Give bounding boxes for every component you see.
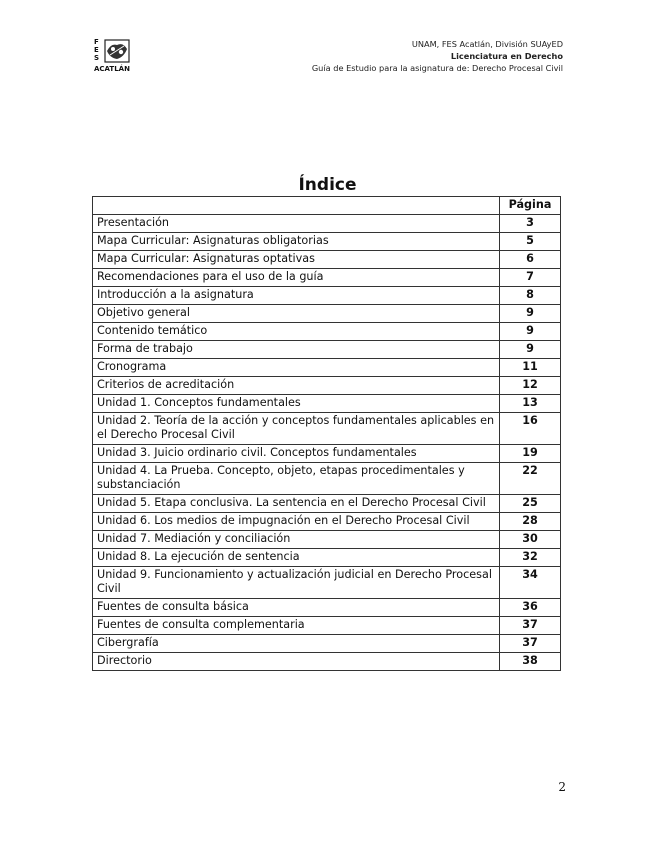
index-item: Unidad 7. Mediación y conciliación bbox=[93, 531, 500, 549]
table-row bbox=[93, 653, 561, 671]
index-page: 25 bbox=[500, 495, 561, 513]
index-item: Recomendaciones para el uso de la guía bbox=[93, 269, 500, 287]
index-item: Forma de trabajo bbox=[93, 341, 500, 359]
index-page: 9 bbox=[500, 305, 561, 323]
index-page: 7 bbox=[500, 269, 561, 287]
index-item: Unidad 8. La ejecución de sentencia bbox=[93, 549, 500, 567]
index-item: Unidad 2. Teoría de la acción y conceptos fundamentales aplicables en el Derecho Procesal Civil bbox=[93, 413, 500, 445]
header-program: Licenciatura en Derecho bbox=[450, 51, 563, 61]
index-item: Directorio bbox=[93, 653, 500, 671]
index-page: 38 bbox=[500, 653, 561, 671]
index-item: Fuentes de consulta complementaria bbox=[93, 617, 500, 635]
index-item: Presentación bbox=[93, 215, 500, 233]
index-item: Fuentes de consulta básica bbox=[93, 599, 500, 617]
index-page: 37 bbox=[500, 617, 561, 635]
index-item: Criterios de acreditación bbox=[93, 377, 500, 395]
table-row bbox=[93, 323, 561, 341]
table-row bbox=[93, 359, 561, 377]
index-item: Contenido temático bbox=[93, 323, 500, 341]
index-page: 6 bbox=[500, 251, 561, 269]
table-row bbox=[93, 395, 561, 413]
index-item: Mapa Curricular: Asignaturas obligatorias bbox=[93, 233, 500, 251]
index-page: 8 bbox=[500, 287, 561, 305]
logo-letters: F E S bbox=[94, 38, 100, 62]
table-row bbox=[93, 413, 561, 445]
table-row bbox=[93, 377, 561, 395]
index-item: Cronograma bbox=[93, 359, 500, 377]
table-header-blank bbox=[93, 197, 500, 215]
table-row bbox=[93, 635, 561, 653]
unam-emblem-icon bbox=[104, 39, 130, 63]
table-row bbox=[93, 269, 561, 287]
index-page: 37 bbox=[500, 635, 561, 653]
index-item: Unidad 1. Conceptos fundamentales bbox=[93, 395, 500, 413]
index-page: 9 bbox=[500, 323, 561, 341]
index-item: Introducción a la asignatura bbox=[93, 287, 500, 305]
table-row bbox=[93, 341, 561, 359]
index-page: 36 bbox=[500, 599, 561, 617]
table-row bbox=[93, 287, 561, 305]
index-page: 34 bbox=[500, 567, 561, 599]
index-item: Unidad 3. Juicio ordinario civil. Conceptos fundamentales bbox=[93, 445, 500, 463]
index-table bbox=[92, 196, 561, 671]
index-item: Mapa Curricular: Asignaturas optativas bbox=[93, 251, 500, 269]
fes-acatlan-logo bbox=[94, 38, 134, 76]
header-institution: UNAM, FES Acatlán, División SUAyED bbox=[411, 39, 563, 49]
logo-name: ACATLÁN bbox=[94, 65, 130, 73]
table-row bbox=[93, 567, 561, 599]
index-page: 3 bbox=[500, 215, 561, 233]
table-row bbox=[93, 233, 561, 251]
table-header-page: Página bbox=[500, 197, 561, 215]
table-row bbox=[93, 495, 561, 513]
index-page: 30 bbox=[500, 531, 561, 549]
index-page: 11 bbox=[500, 359, 561, 377]
header-guide: Guía de Estudio para la asignatura de: Derecho Procesal Civil bbox=[311, 63, 563, 73]
index-page: 32 bbox=[500, 549, 561, 567]
table-row bbox=[93, 531, 561, 549]
table-row bbox=[93, 549, 561, 567]
index-page: 28 bbox=[500, 513, 561, 531]
table-row bbox=[93, 513, 561, 531]
index-page: 16 bbox=[500, 413, 561, 445]
table-row bbox=[93, 617, 561, 635]
table-row bbox=[93, 215, 561, 233]
index-page: 13 bbox=[500, 395, 561, 413]
table-row bbox=[93, 599, 561, 617]
index-item: Objetivo general bbox=[93, 305, 500, 323]
index-page: 22 bbox=[500, 463, 561, 495]
index-item: Unidad 5. Etapa conclusiva. La sentencia en el Derecho Procesal Civil bbox=[93, 495, 500, 513]
table-row bbox=[93, 445, 561, 463]
index-item: Unidad 9. Funcionamiento y actualización judicial en Derecho Procesal Civil bbox=[93, 567, 500, 599]
page-header bbox=[312, 38, 563, 74]
index-page: 9 bbox=[500, 341, 561, 359]
index-item: Unidad 4. La Prueba. Concepto, objeto, etapas procedimentales y substanciación bbox=[93, 463, 500, 495]
page-title: Índice bbox=[298, 175, 357, 195]
table-header-row bbox=[93, 197, 561, 215]
table-row bbox=[93, 251, 561, 269]
index-page: 12 bbox=[500, 377, 561, 395]
index-item: Cibergrafía bbox=[93, 635, 500, 653]
table-row bbox=[93, 463, 561, 495]
index-item: Unidad 6. Los medios de impugnación en el Derecho Procesal Civil bbox=[93, 513, 500, 531]
table-row bbox=[93, 305, 561, 323]
index-page: 19 bbox=[500, 445, 561, 463]
page-number: 2 bbox=[558, 780, 566, 794]
index-page: 5 bbox=[500, 233, 561, 251]
